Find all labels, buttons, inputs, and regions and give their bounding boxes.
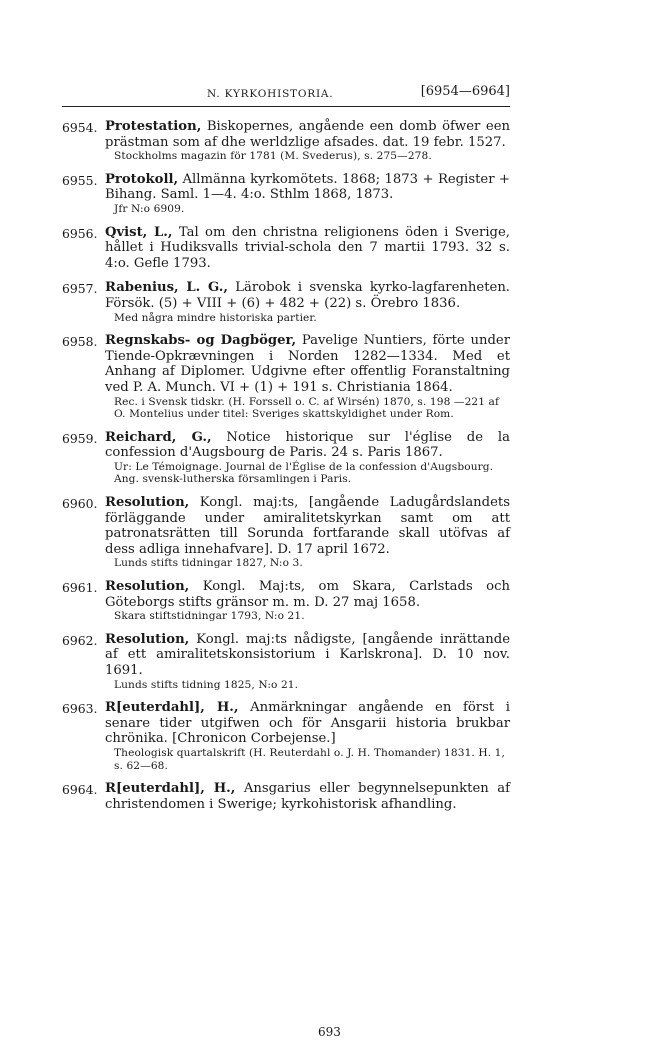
entry-body <box>105 700 510 747</box>
entry-heading: Reichard, G., <box>105 429 212 445</box>
entry-heading: Protokoll, <box>105 171 179 187</box>
section-title: N. KYRKOHISTORIA. <box>207 88 334 100</box>
catalog-entry <box>62 632 510 691</box>
entry-body <box>105 632 510 679</box>
entry-number: 6959. <box>62 430 98 446</box>
entry-body <box>105 225 510 272</box>
running-header <box>62 84 510 107</box>
entry-body <box>105 280 510 311</box>
entry-note: Skara stiftstidningar 1793, N:o 21. <box>114 610 305 623</box>
entry-body <box>105 119 510 150</box>
entry-heading: R[euterdahl], H., <box>105 781 236 797</box>
catalog-entry <box>62 781 510 812</box>
catalog-entry <box>62 430 510 486</box>
entry-number: 6956. <box>62 225 98 241</box>
catalog-entry <box>62 280 510 324</box>
entry-note: Lunds stifts tidning 1825, N:o 21. <box>114 678 299 691</box>
entry-note: Ur: Le Témoignage. Journal de l'Église de la confession d'Augsbourg. <box>114 460 494 473</box>
entry-text: Anmärkningar angående en först i senare tider utgifwen och för Ansgarii historia brukbar chrönika. [Chronicon Corbejense.] <box>105 700 510 747</box>
entry-text: Ansgarius eller begynnelsepunkten af christendomen i Swerige; kyrkohistorisk afhandling. <box>105 781 510 812</box>
entry-number: 6954. <box>62 120 98 135</box>
entry-text: Lärobok i svenska kyrko-lagfarenheten. Försök. (5) + VIII + (6) + 482 + (22) s. Örebro 1836. <box>105 280 510 311</box>
entry-number: 6958. <box>62 334 98 350</box>
entry-heading: R[euterdahl], H., <box>105 700 239 716</box>
entry-heading: Qvist, L., <box>105 224 173 240</box>
entry-number: 6961. <box>62 580 98 596</box>
entry-body <box>105 430 510 461</box>
entry-number: 6960. <box>62 496 98 512</box>
catalog-entry <box>62 172 510 216</box>
entry-heading: Regnskabs- og Dagböger, <box>105 333 297 349</box>
entry-text: Notice historique sur l'église de la confession d'Augsbourg de Paris. 24 s. Paris 1867. <box>105 429 510 461</box>
entry-note: Lunds stifts tidningar 1827, N:o 3. <box>114 557 303 570</box>
catalog-page <box>62 84 510 1039</box>
page-number: 693 <box>318 1025 341 1039</box>
entry-note: Theologisk quartalskrift (H. Reuterdahl o. J. H. Thomander) 1831. H. 1, s. 62—68. <box>114 746 505 772</box>
entry-text: Biskopernes, angående een domb öfwer een prästman som af dhe werldzlige afsades. dat. 19 febr. 1527. <box>105 119 510 150</box>
entry-number: 6964. <box>62 782 98 798</box>
catalog-entry <box>62 333 510 421</box>
entry-text: Tal om den christna religionens öden i Sverige, hållet i Hudiksvalls trivial-schola den 7 martii 1793. 32 s. 4:o. Gefle 1793. <box>105 224 510 271</box>
entry-range: [6954—6964] <box>420 84 510 99</box>
entry-number: 6962. <box>62 632 98 648</box>
entry-body <box>105 579 510 610</box>
catalog-entry <box>62 700 510 772</box>
entry-heading: Rabenius, L. G., <box>105 280 228 296</box>
entry-note: Jfr N:o 6909. <box>114 202 185 215</box>
entry-body <box>105 333 510 395</box>
catalog-entry <box>62 495 510 570</box>
entry-text: Allmänna kyrkomötets. 1868; 1873 + Register + Bihang. Saml. 1—4. 4:o. Sthlm 1868, 1873. <box>105 171 510 203</box>
entry-heading: Resolution, <box>105 495 190 511</box>
entry-text: Kongl. maj:ts, [angående Ladugårdslandets förläggande under amiralitetskyrkan samt om att patronatsrätten till Sorunda fortfarande skall utöfvas af dess adliga innehafvare]. D. 17 april 1672. <box>105 495 510 557</box>
catalog-entry <box>62 225 510 272</box>
entry-number: 6963. <box>62 701 98 717</box>
entry-note: Ang. svensk-lutherska församlingen i Paris. <box>114 473 352 486</box>
entry-text: Kongl. Maj:ts, om Skara, Carlstads och Göteborgs stifts gränsor m. m. D. 27 maj 1658. <box>105 579 510 610</box>
entry-text: Kongl. maj:ts nådigste, [angående inrättande af ett amiralitetskonsistorium i Karlskrona]. D. 10 nov. 1691. <box>105 631 510 678</box>
entry-heading: Protestation, <box>105 119 202 134</box>
entry-heading: Resolution, <box>105 631 190 647</box>
catalog-entry <box>62 119 510 163</box>
entry-body <box>105 495 510 557</box>
entry-body <box>105 172 510 203</box>
entry-note: Rec. i Svensk tidskr. (H. Forssell o. C. af Wirsén) 1870, s. 198 —221 af O. Montelius under titel: Sveriges skattskyldighet under Rom. <box>114 395 499 421</box>
catalog-entry <box>62 579 510 623</box>
entry-body <box>105 781 510 812</box>
entry-note: Stockholms magazin för 1781 (M. Svederus), s. 275—278. <box>114 150 432 163</box>
entry-note: Med några mindre historiska partier. <box>114 311 317 324</box>
entry-list <box>62 119 510 812</box>
entry-number: 6955. <box>62 172 98 188</box>
entry-heading: Resolution, <box>105 579 190 595</box>
entry-text: Pavelige Nuntiers, förte under Tiende-Opkrævningen i Norden 1282—1334. Med et Anhang af Diplomer. Udgivne efter offentlig Foranstaltning ved P. A. Munch. VI + (1) + 191 s. Christiania 1864. <box>105 333 510 395</box>
entry-number: 6957. <box>62 281 98 297</box>
